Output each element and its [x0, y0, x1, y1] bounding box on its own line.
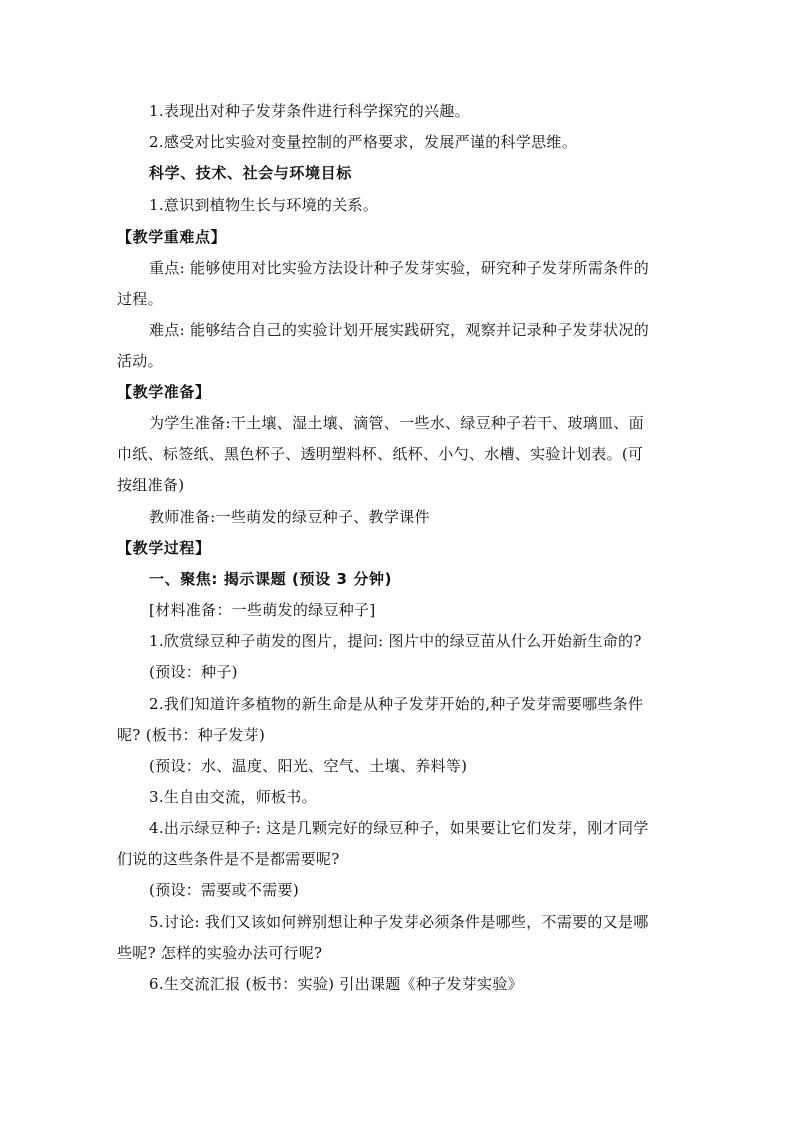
stage-heading-focus: 一、聚焦: 揭示课题 (预设 3 分钟): [149, 570, 393, 588]
student-prep-line-cont: 巾纸、标签纸、黑色杯子、透明塑料杯、纸杯、小勺、水槽、实验计划表。(可: [117, 445, 644, 463]
process-step-1-preset: (预设：种子): [149, 663, 238, 681]
section-heading-key-points: 【教学重难点】: [117, 228, 227, 246]
process-step-4-preset: (预设：需要或不需要): [149, 881, 300, 899]
goal-line-2: 2.感受对比实验对变量控制的严格要求，发展严谨的科学思维。: [149, 133, 578, 151]
section-heading-preparation: 【教学准备】: [117, 383, 211, 401]
materials-line: [材料准备：一些萌发的绿豆种子]: [149, 601, 376, 619]
student-prep-line: 为学生准备:干土壤、湿土壤、滴管、一些水、绿豆种子若干、玻璃皿、面: [149, 414, 644, 432]
teacher-prep-line: 教师准备:一些萌发的绿豆种子、教学课件: [149, 508, 430, 526]
key-point-line-cont: 过程。: [117, 290, 163, 308]
process-step-5: 5.讨论: 我们又该如何辨别想让种子发芽必须条件是哪些，不需要的又是哪: [149, 913, 649, 931]
process-step-2-cont: 呢? (板书：种子发芽): [117, 726, 266, 744]
process-step-4: 4.出示绿豆种子: 这是几颗完好的绿豆种子，如果要让它们发芽，刚才同学: [149, 819, 649, 837]
process-step-6: 6.生交流汇报 (板书：实验) 引出课题《种子发芽实验》: [149, 975, 523, 993]
section-subheading-sts: 科学、技术、社会与环境目标: [149, 164, 352, 182]
process-step-5-cont: 些呢? 怎样的实验办法可行呢?: [117, 944, 323, 962]
process-step-3: 3.生自由交流，师板书。: [149, 788, 317, 806]
process-step-2: 2.我们知道许多植物的新生命是从种子发芽开始的,种子发芽需要哪些条件: [149, 695, 644, 713]
process-step-4-cont: 们说的这些条件是不是都需要呢?: [117, 850, 340, 868]
goal-line-1: 1.表现出对种子发芽条件进行科学探究的兴趣。: [149, 102, 470, 120]
goal-line-3: 1.意识到植物生长与环境的关系。: [149, 196, 379, 214]
section-heading-process: 【教学过程】: [117, 539, 211, 557]
key-point-line: 重点: 能够使用对比实验方法设计种子发芽实验，研究种子发芽所需条件的: [149, 259, 650, 277]
process-step-1: 1.欣赏绿豆种子萌发的图片，提问: 图片中的绿豆苗从什么开始新生命的?: [149, 632, 642, 650]
process-step-2-preset: (预设：水、温度、阳光、空气、土壤、养料等): [149, 757, 468, 775]
difficulty-line-cont: 活动。: [117, 352, 163, 370]
difficulty-line: 难点: 能够结合自己的实验计划开展实践研究，观察并记录种子发芽状况的: [149, 321, 650, 339]
student-prep-line-cont-2: 按组准备): [117, 476, 185, 494]
